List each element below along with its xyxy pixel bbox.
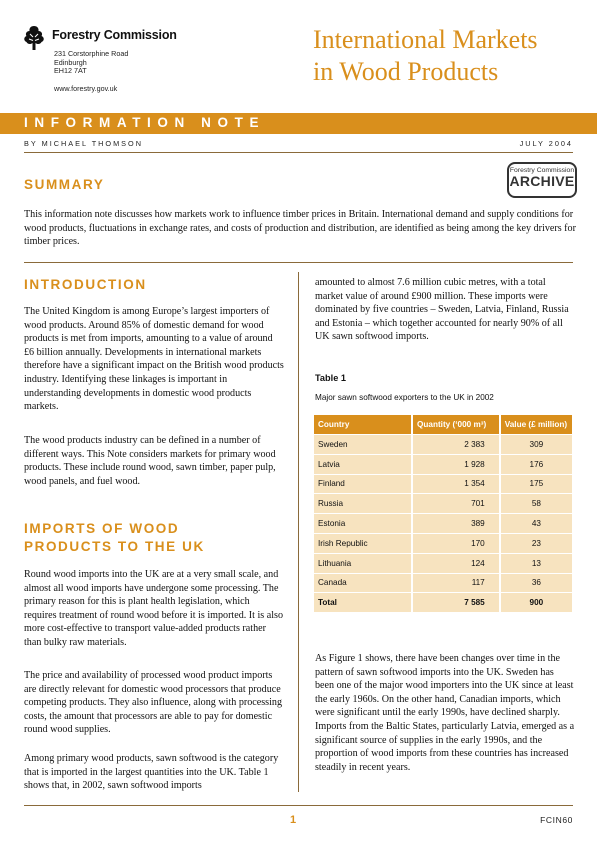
- summary-divider: [24, 262, 573, 263]
- header-divider: [24, 152, 573, 153]
- document-title: [313, 24, 593, 88]
- table-row: [314, 494, 572, 514]
- title-line-2: in Wood Products: [313, 57, 499, 86]
- cell-country: Latvia: [314, 454, 412, 474]
- cell-value: 175: [500, 474, 572, 494]
- cell-value: 43: [500, 514, 572, 534]
- forestry-commission-logo-icon: [22, 25, 46, 51]
- band-label: INFORMATION NOTE: [24, 115, 266, 130]
- cell-value: 23: [500, 533, 572, 553]
- imports-heading-line-2: PRODUCTS TO THE UK: [24, 539, 205, 554]
- page-number: 1: [290, 814, 297, 826]
- cell-country: Estonia: [314, 514, 412, 534]
- cell-total-quantity: 7 585: [412, 593, 500, 612]
- cell-quantity: 117: [412, 573, 500, 593]
- introduction-heading: INTRODUCTION: [24, 277, 147, 292]
- column-divider: [298, 272, 299, 792]
- title-line-1: International Markets: [313, 25, 538, 54]
- table-row: [314, 553, 572, 573]
- cell-quantity: 1 354: [412, 474, 500, 494]
- imports-heading-line-1: IMPORTS OF WOOD: [24, 521, 180, 536]
- address-line: Edinburgh: [54, 57, 87, 67]
- imports-paragraph-3: Among primary wood products, sawn softwood is the category that is imported in the largest quantities into the UK. Table 1 shows that, in 2002, sawn softwood imports: [24, 753, 279, 792]
- cell-value: 36: [500, 573, 572, 593]
- publication-date: JULY 2004: [519, 139, 573, 148]
- imports-heading: [24, 520, 205, 556]
- cell-quantity: 701: [412, 494, 500, 514]
- stamp-line-1: Forestry Commission: [509, 167, 575, 174]
- table-row: [314, 514, 572, 534]
- imports-paragraph-2: The price and availability of processed wood product imports are directly relevant for domestic wood processors that produce competing products. They also influence, along with processing costs, the amount that processors are able to pay for domestic round wood supplies.: [24, 670, 282, 736]
- table-row: [314, 435, 572, 455]
- footer-divider: [24, 805, 573, 806]
- table-row: [314, 573, 572, 593]
- cell-value: 58: [500, 494, 572, 514]
- cell-quantity: 124: [412, 553, 500, 573]
- col-header-country: Country: [314, 415, 412, 435]
- cell-country: Sweden: [314, 435, 412, 455]
- table-total-row: [314, 593, 572, 612]
- summary-heading: SUMMARY: [24, 177, 105, 192]
- imports-paragraph-1: Round wood imports into the UK are at a very small scale, and almost all wood imports have undergone some processing. The primary reason for this is plant health legislation, which requires treatment of round wood before it is imported. It is also more cost-effective to transport value-added products rather than bulky raw materials.: [24, 569, 284, 648]
- col-header-quantity: Quantity (‘000 m³): [412, 415, 500, 435]
- cell-value: 13: [500, 553, 572, 573]
- cell-country: Finland: [314, 474, 412, 494]
- cell-quantity: 1 928: [412, 454, 500, 474]
- figure-discussion-paragraph: As Figure 1 shows, there have been changes over time in the pattern of sawn softwood imports into the UK. Sweden has been one of the major wood importers into the UK since at least the early 1960s. On the other hand, Canadian imports, which were significant until the early 1990s, have declined sharply. Imports from the Baltic States, particularly Latvia, emerged as a significant source of supplies in the early 1990s, and the proportion of wood imports from these countries has increased steadily in recent years.: [315, 653, 575, 773]
- author-byline: BY MICHAEL THOMSON: [24, 139, 143, 148]
- stamp-line-2: ARCHIVE: [509, 173, 575, 189]
- cell-quantity: 2 383: [412, 435, 500, 455]
- imports-paragraph-3-continued: amounted to almost 7.6 million cubic metres, with a total market value of around £900 million. These imports were dominated by five countries – Sweden, Latvia, Finland, Russia and Estonia – which together accounted for nearly 90% of all UK sawn softwood imports.: [315, 277, 569, 343]
- table-row: [314, 454, 572, 474]
- archive-stamp: [507, 162, 577, 198]
- col-header-value: Value (£ million): [500, 415, 572, 435]
- org-address: [54, 50, 128, 76]
- cell-total-value: 900: [500, 593, 572, 612]
- cell-value: 309: [500, 435, 572, 455]
- table-row: [314, 474, 572, 494]
- address-line: 231 Corstorphine Road: [54, 49, 129, 58]
- address-line: EH12 7AT: [54, 66, 87, 76]
- document-code: FCIN60: [540, 815, 573, 825]
- org-url[interactable]: www.forestry.gov.uk: [54, 84, 118, 93]
- cell-country: Russia: [314, 494, 412, 514]
- intro-paragraph-2: The wood products industry can be defined in a number of different ways. This Note considers markets for primary wood products. These include round wood, sawn timber, paper pulp, wood panels, and fuel wood.: [24, 435, 276, 487]
- cell-quantity: 170: [412, 533, 500, 553]
- cell-country: Canada: [314, 573, 412, 593]
- cell-quantity: 389: [412, 514, 500, 534]
- table-row: [314, 533, 572, 553]
- cell-total-label: Total: [314, 593, 412, 612]
- cell-country: Irish Republic: [314, 533, 412, 553]
- table-header-row: [314, 415, 572, 435]
- sawn-softwood-table: [314, 415, 572, 612]
- table-caption: Major sawn softwood exporters to the UK in 2002: [315, 393, 494, 402]
- cell-value: 176: [500, 454, 572, 474]
- table-label: Table 1: [315, 373, 346, 383]
- intro-paragraph-1: The United Kingdom is among Europe’s largest importers of wood products. Around 85% of domestic demand for wood products is met from imports, amounting to a value of around £6 billion annually. Developments in international markets therefore have a significant impact on the British wood products industry. Identifying these linkages is important in understanding developments in domestic wood products markets.: [24, 306, 284, 413]
- org-name: Forestry Commission: [52, 28, 177, 42]
- summary-text: This information note discusses how markets work to influence timber prices in Britain. International demand and supply conditions for wood products, fluctuations in exchange rates, and costs of production and distribution, are identified as being among the key drivers for timber prices.: [24, 209, 576, 248]
- cell-country: Lithuania: [314, 553, 412, 573]
